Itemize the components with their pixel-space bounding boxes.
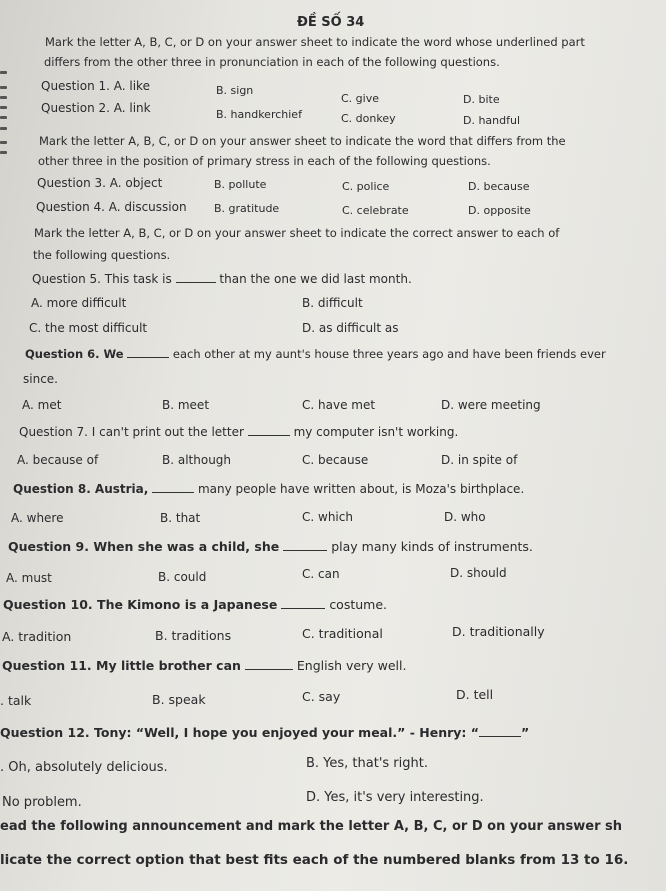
section3-instruction-line2: the following questions. (33, 248, 171, 262)
q9-option-c: C. can (302, 567, 340, 581)
q7-option-a: A. because of (17, 453, 99, 467)
q10-answer-blank (281, 608, 325, 609)
q9-stem-start: Question 9. When she was a child, she (8, 539, 280, 554)
q5-option-c: C. the most difficult (29, 321, 148, 335)
q6-option-d: D. were meeting (441, 398, 541, 412)
q4-option-d: D. opposite (468, 204, 531, 217)
q8-option-a: A. where (11, 511, 64, 525)
q6-stem (25, 347, 606, 361)
q10-stem-start: Question 10. The Kimono is a Japanese (3, 597, 278, 612)
q2-option-b: B. handkerchief (216, 108, 302, 121)
q9-stem-end: play many kinds of instruments. (331, 539, 533, 554)
q8-stem-end: many people have written about, is Moza's birthplace. (197, 482, 525, 496)
q7-stem-start: Question 7. I can't print out the letter (19, 425, 244, 439)
q12-option-b: B. Yes, that's right. (306, 756, 428, 771)
q12-option-c: No problem. (2, 795, 82, 810)
q2-option-d: D. handful (463, 114, 521, 127)
q4-label-option-a: Question 4. A. discussion (36, 200, 187, 214)
q3-label-option-a: Question 3. A. object (37, 176, 163, 190)
q3-option-d: D. because (468, 180, 530, 193)
q5-stem (32, 272, 412, 286)
section3-instruction-line1: Mark the letter A, B, C, or D on your answer sheet to indicate the correct answer to each of (34, 226, 560, 240)
q11-option-c: C. say (302, 689, 341, 704)
q11-answer-blank (245, 669, 293, 670)
q5-option-a: A. more difficult (31, 296, 127, 310)
q7-stem-end: my computer isn't working. (293, 425, 459, 439)
section4-instruction-line2: licate the correct option that best fits each of the numbered blanks from 13 to 16. (0, 852, 629, 868)
q6-stem-continued: since. (23, 372, 58, 386)
q12-stem (0, 726, 529, 740)
q12-stem-start: Question 12. Tony: “Well, I hope you enjoyed your meal.” - Henry: “ (0, 725, 479, 740)
q4-option-c: C. celebrate (342, 204, 409, 217)
q9-option-b: B. could (158, 570, 207, 584)
q9-answer-blank (283, 550, 327, 551)
q11-stem-end: English very well. (296, 658, 407, 673)
q6-option-a: A. met (22, 398, 62, 412)
q12-option-d: D. Yes, it's very interesting. (306, 790, 484, 805)
section4-instruction-line1: ead the following announcement and mark the letter A, B, C, or D on your answer sh (0, 819, 623, 834)
q6-stem-end: each other at my aunt's house three years ago and have been friends ever (172, 347, 606, 361)
section1-instruction-line2: differs from the other three in pronunciation in each of the following questions. (44, 55, 500, 69)
q2-label-option-a: Question 2. A. link (41, 101, 151, 115)
q7-stem (19, 425, 458, 439)
q11-stem-start: Question 11. My little brother can (2, 658, 241, 673)
q6-stem-start: Question 6. We (25, 347, 124, 361)
q9-option-a: A. must (6, 571, 52, 585)
q3-option-c: C. police (342, 180, 390, 193)
q8-stem-start: Question 8. Austria, (13, 482, 149, 496)
q10-option-d: D. traditionally (452, 624, 545, 639)
q5-answer-blank (176, 282, 216, 283)
q10-stem (3, 598, 387, 612)
q3-option-b: B. pollute (214, 178, 267, 191)
q8-option-d: D. who (444, 510, 486, 524)
q5-option-b: B. difficult (302, 296, 363, 310)
section1-instruction-line1: Mark the letter A, B, C, or D on your answer sheet to indicate the word whose underlined part (45, 35, 585, 49)
q11-option-d: D. tell (456, 687, 494, 702)
q11-option-b: B. speak (152, 692, 206, 707)
q10-stem-end: costume. (329, 597, 388, 612)
q10-option-b: B. traditions (155, 628, 232, 643)
q9-option-d: D. should (450, 566, 507, 580)
q8-stem (13, 482, 524, 496)
q1-option-b: B. sign (216, 84, 254, 97)
q11-stem (2, 659, 406, 673)
q5-option-d: D. as difficult as (302, 321, 399, 335)
exam-title: ĐỀ SỐ 34 (297, 15, 365, 30)
q10-option-a: A. tradition (2, 629, 72, 644)
q1-option-c: C. give (341, 92, 379, 105)
q11-option-a: . talk (0, 693, 32, 708)
q5-stem-end: than the one we did last month. (219, 272, 412, 286)
q6-option-c: C. have met (302, 398, 376, 412)
q8-option-c: C. which (302, 510, 353, 524)
q8-answer-blank (152, 492, 194, 493)
q7-option-c: C. because (302, 453, 369, 467)
q12-stem-end: ” (520, 725, 530, 740)
q4-option-b: B. gratitude (214, 202, 280, 215)
q8-option-b: B. that (160, 511, 201, 525)
q1-option-d: D. bite (463, 93, 500, 106)
q1-label-option-a: Question 1. A. like (41, 79, 150, 93)
q9-stem (8, 540, 533, 554)
q12-option-a: . Oh, absolutely delicious. (0, 760, 168, 775)
section2-instruction-line2: other three in the position of primary stress in each of the following questions. (38, 154, 491, 168)
q7-option-d: D. in spite of (441, 453, 518, 467)
q2-option-c: C. donkey (341, 112, 396, 125)
q7-option-b: B. although (162, 453, 232, 467)
q6-answer-blank (127, 357, 169, 358)
q7-answer-blank (248, 435, 290, 436)
section2-instruction-line1: Mark the letter A, B, C, or D on your answer sheet to indicate the word that differs from the (39, 134, 566, 148)
q5-stem-start: Question 5. This task is (32, 272, 172, 286)
q10-option-c: C. traditional (302, 626, 383, 641)
q12-answer-blank (479, 736, 521, 737)
q6-option-b: B. meet (162, 398, 210, 412)
